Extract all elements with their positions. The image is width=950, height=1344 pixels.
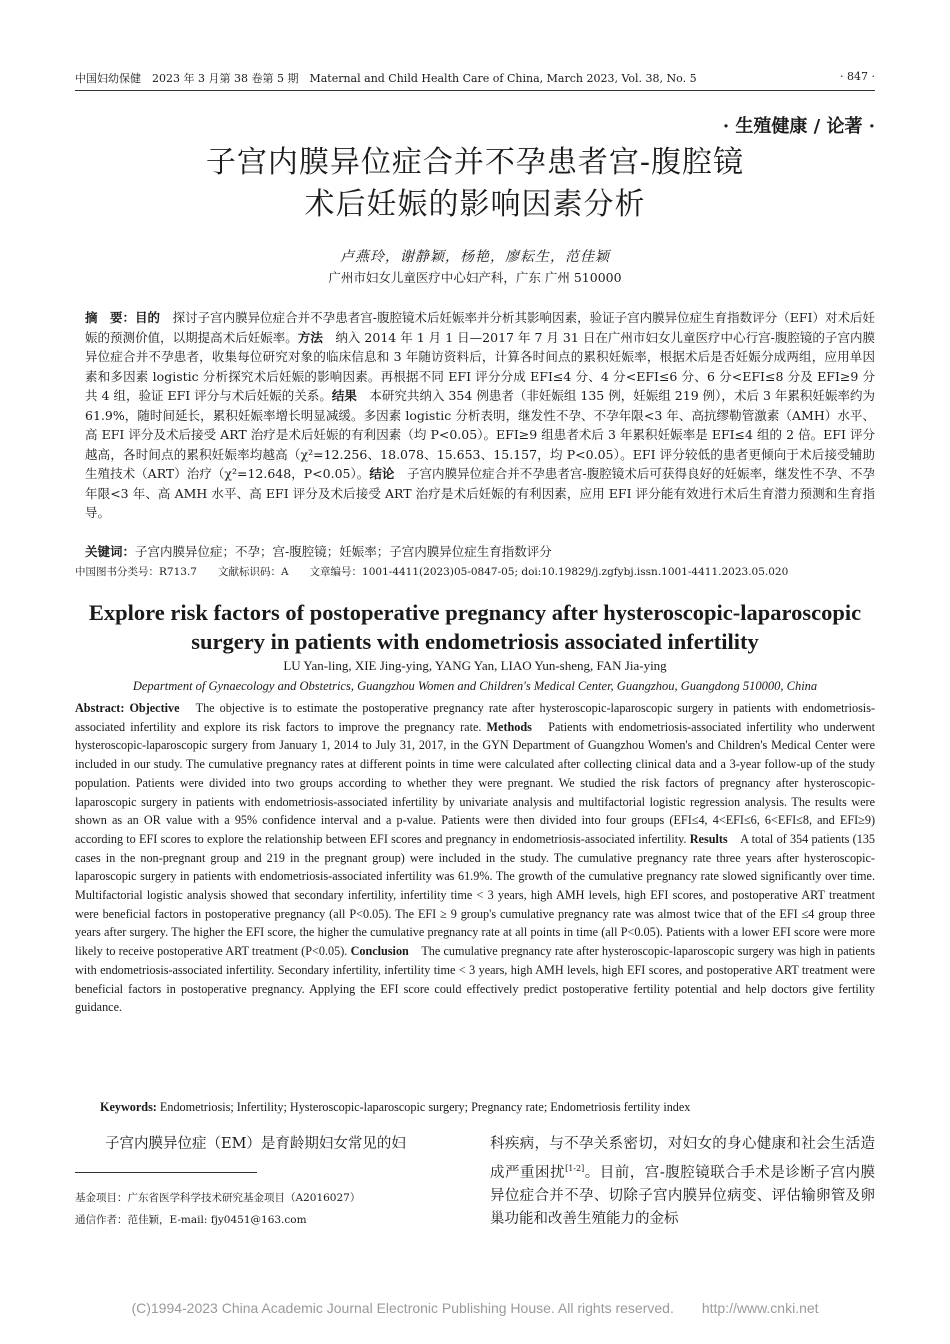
journal-info: 中国妇幼保健 2023 年 3 月第 38 卷第 5 期 Maternal and Child Health Care of China, March 2023, Vol. 38, No. 5 bbox=[75, 72, 697, 85]
conclusion-label-zh: 结论 bbox=[369, 466, 395, 481]
keywords-zh-label: 关键词： bbox=[85, 544, 136, 559]
methods-zh: 纳入 2014 年 1 月 1 日—2017 年 7 月 31 日在广州市妇女儿童医疗中心行宫-腹腔镜的子宫内膜异位症合并不孕患者，收集每位研究对象的临床信息和 3 年随访资料后，计算各时间点的累积妊娠率，根据术后是否妊娠分成两组，应用单因素和多因素 logistic 分析探究术后妊娠的影响因素。再根据不同 EFI 评分分成 EFI≤4 分、4 分<EFI≤6 分、6 分<EFI≤8 分及 EFI≥9 分共 4 组，验证 EFI 评分与术后妊娠的关系。 bbox=[85, 329, 875, 403]
fund-footnote: 基金项目：广东省医学科学技术研究基金项目（A2016027） bbox=[75, 1192, 361, 1204]
contact-footnote: 通信作者：范佳颖，E-mail: fjy0451@163.com bbox=[75, 1214, 307, 1226]
results-label-zh: 结果 bbox=[331, 388, 357, 403]
section-label: · 生殖健康 / 论著 · bbox=[722, 116, 875, 137]
authors-zh: 卢燕玲，谢静颖，杨艳，廖耘生，范佳颖 bbox=[340, 249, 610, 265]
methods-en: Patients with endometriosis-associated infertility who underwent hysteroscopic-laparoscopic surgery from January 1, 2014 to July 31, 2017, in the GYN Department of Guangzhou Women's and Children's Medical Center were included in our study. The cumulative pregnancy rates at different points in time were calculated after collecting clinical data and a 3-year follow-up of the study population. Patients were divided into two groups according to whether they were pregnant. We studied the risk factors of pregnancy after hysteroscopic-laparoscopic surgery in patients with endometriosis-associated infertility by univariate analysis and multifactorial logistic regression analysis. The results were shown as an OR value with a 95% confidence interval and a p-value. Patients were then divided into four groups (EFI≤4, 4<EFI≤6, 6<EFI≤8, and EFI≥9) according to EFI scores to explore the relationship between EFI scores and pregnancy in endometriosis-associated infertility. bbox=[75, 719, 875, 846]
citation: [1-2] bbox=[565, 1163, 585, 1173]
footnote-rule bbox=[75, 1172, 257, 1173]
abstract-zh-label: 摘 要： bbox=[85, 310, 136, 325]
keywords-en bbox=[100, 1100, 875, 1115]
objective-label-zh: 目的 bbox=[135, 310, 161, 325]
keywords-zh bbox=[85, 542, 875, 562]
conclusion-label-en: Conclusion bbox=[350, 944, 409, 959]
title-en-line-1: Explore risk factors of postoperative pregnancy after hysteroscopic-laparoscopic bbox=[88, 600, 862, 625]
conclusion-en: The cumulative pregnancy rate after hysteroscopic-laparoscopic surgery was high in patients with endometriosis-associated infertility. Secondary infertility, infertility time < 3 years, high AMH levels, high EFI scores, and postoperative ART treatment were beneficial factors in postoperative pregnancy. Applying the EFI score could effectively predict postoperative fertility potential and help doctors give fertility guidance. bbox=[75, 944, 876, 1015]
results-en: A total of 354 patients (135 cases in the non-pregnant group and 219 in the pregnant group) were included in the study. The cumulative pregnancy rate three years after hysteroscopic-laparoscopic surgery in patients with endometriosis-associated infertility was 61.9%. The growth of the cumulative pregnancy rate slowed significantly over time. Multifactorial logistic analysis showed that secondary infertility, infertility time < 3 years, high AMH levels, high EFI scores, and postoperative ART treatment were beneficial factors in postoperative pregnancy (all P<0.05). The EFI ≥ 9 group's cumulative pregnancy rate was almost twice that of the EFI ≤4 group three years after surgery. The higher the EFI score, the higher the cumulative pregnancy rate at all points in time (all P<0.05). Patients with a lower EFI score were more likely to receive postoperative ART treatment (P<0.05). bbox=[75, 831, 876, 959]
copyright-watermark: (C)1994-2023 China Academic Journal Electronic Publishing House. All rights reserved. http://www.cnki.net bbox=[131, 1300, 819, 1316]
objective-zh: 探讨子宫内膜异位症合并不孕患者宫-腹腔镜术后妊娠率并分析其影响因素，验证子宫内膜异位症生育指数评分（EFI）对术后妊娠的预测价值，以期提高术后妊娠率。 bbox=[85, 310, 875, 345]
body-right-text: 科疾病，与不孕关系密切，对妇女的身心健康和社会生活造成严重困扰 bbox=[490, 1136, 875, 1181]
keywords-zh-text: 子宫内膜异位症；不孕；宫-腹腔镜；妊娠率；子宫内膜异位症生育指数评分 bbox=[135, 544, 552, 559]
body-left-column: 子宫内膜异位症（EM）是育龄期妇女常见的妇 bbox=[105, 1136, 406, 1152]
abstract-en bbox=[75, 699, 875, 1017]
header-rule bbox=[75, 90, 875, 91]
methods-label-zh: 方法 bbox=[297, 329, 323, 345]
conclusion-zh: 子宫内膜异位症合并不孕患者宫-腹腔镜术后可获得良好的妊娠率，继发性不孕、不孕年限<3 年、高 AMH 水平、高 EFI 评分及术后接受 ART 治疗是术后妊娠的有利因素，应用 EFI 评分能有效进行术后生育潜力预测和生育指导。 bbox=[85, 466, 875, 520]
objective-en: The objective is to estimate the postoperative pregnancy rate after hysteroscopic-laparoscopic surgery in patients with endometriosis-associated infertility and explore its risk factors to improve the pregnancy rate. bbox=[75, 701, 875, 734]
keywords-en-label: Keywords: bbox=[100, 1100, 157, 1114]
abstract-en-label: Abstract: bbox=[75, 701, 125, 715]
results-zh: 本研究共纳入 354 例患者（非妊娠组 135 例，妊娠组 219 例），术后 3 年累积妊娠率约为 61.9%，随时间延长，累积妊娠率增长明显减缓。多因素 logistic 分析表明，继发性不孕、不孕年限<3 年、高抗缪勒管激素（AMH）水平、高 EFI 评分及术后接受 ART 治疗是术后妊娠的有利因素（均 P<0.05）。EFI≥9 组患者术后 3 年累积妊娠率是 EFI≤4 组的 2 倍。EFI 评分越高，各时间点的累积妊娠率均越高（χ²=12.256、18.078、15.653、15.157，均 P<0.05）。EFI 评分较低的患者更倾向于术后接受辅助生殖技术（ART）治疗（χ²=12.648，P<0.05）。 bbox=[85, 388, 875, 481]
page-number: · 847 · bbox=[840, 70, 875, 83]
title-zh-line-2: 术后妊娠的影响因素分析 bbox=[304, 187, 646, 222]
authors-en: LU Yan-ling, XIE Jing-ying, YANG Yan, LIAO Yun-sheng, FAN Jia-ying bbox=[283, 658, 667, 673]
objective-label-en: Objective bbox=[129, 701, 180, 715]
results-label-en: Results bbox=[689, 831, 728, 846]
running-header bbox=[75, 70, 875, 88]
affiliation-zh: 广州市妇女儿童医疗中心妇产科，广东 广州 510000 bbox=[328, 270, 622, 285]
title-en-line-2: surgery in patients with endometriosis associated infertility bbox=[191, 629, 759, 654]
title-zh-line-1: 子宫内膜异位症合并不孕患者宫-腹腔镜 bbox=[205, 145, 745, 180]
methods-label-en: Methods bbox=[486, 719, 532, 734]
keywords-en-text: Endometriosis; Infertility; Hysteroscopic-laparoscopic surgery; Pregnancy rate; Endometriosis fertility index bbox=[159, 1100, 691, 1114]
body-right-text-2: 。目前，宫-腹腔镜联合手术是诊断子宫内膜异位症合并不孕、切除子宫内膜异位病变、评估输卵管及卵巢功能和改善生殖能力的金标 bbox=[490, 1164, 875, 1228]
classification-line: 中国图书分类号：R713.7 文献标识码：A 文章编号：1001-4411(2023)05-0847-05; doi:10.19829/j.zgfybj.issn.1001-4411.2023.05.020 bbox=[75, 566, 789, 578]
abstract-zh bbox=[85, 308, 875, 523]
body-right-column bbox=[490, 1133, 875, 1232]
affiliation-en: Department of Gynaecology and Obstetrics, Guangzhou Women and Children's Medical Center, Guangzhou, Guangdong 510000, China bbox=[132, 679, 818, 693]
